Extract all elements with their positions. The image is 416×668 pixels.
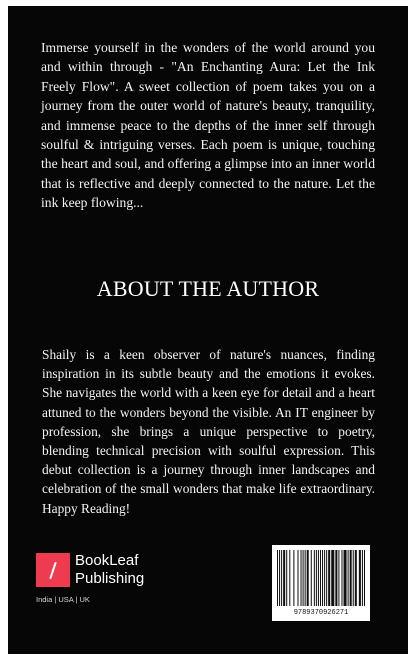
- barcode-bar: [324, 550, 325, 606]
- barcode-icon: [277, 550, 365, 606]
- barcode-bar: [322, 550, 323, 606]
- book-blurb: Immerse yourself in the wonders of the world around you and within through - "An Enchanting Aura: Let the Ink Freely Flow". A sweet collection of poem takes you on a journey from the outer world of nature's beauty, tranquility, and immense peace to the depths of the inner self through soulful & intriguing verses. Each poem is unique, touching the heart and soul, and offering a glimpse into an inner world that is reflective and deeply connected to the nature. Let the ink keep flowing...: [41, 40, 375, 211]
- barcode-bar: [355, 550, 357, 606]
- publisher-name-line2: Publishing: [75, 570, 145, 587]
- barcode-bar: [344, 550, 347, 606]
- back-cover: [8, 6, 408, 654]
- publisher-name: [75, 552, 144, 588]
- isbn-number: 9789370926271: [293, 609, 349, 617]
- barcode-bar: [341, 550, 342, 606]
- barcode-bar: [293, 550, 294, 606]
- barcode-bar: [286, 550, 287, 606]
- barcode-bar: [283, 550, 285, 606]
- barcode-bar: [314, 550, 315, 606]
- barcode-bar: [328, 550, 330, 606]
- barcode-bar: [303, 550, 304, 606]
- barcode-bar: [331, 550, 334, 606]
- barcode-bar: [326, 550, 327, 606]
- barcode-bar: [277, 550, 278, 606]
- slash-logo-icon: [36, 553, 70, 587]
- barcode-bar: [335, 550, 337, 606]
- barcode-bar: [320, 550, 321, 606]
- barcode-bar: [281, 550, 282, 606]
- barcode-box: [272, 545, 370, 621]
- barcode-bar: [338, 550, 339, 606]
- barcode-bar: [348, 550, 349, 606]
- publisher-name-line1: BookLeaf: [75, 552, 139, 569]
- about-author-heading: ABOUT THE AUTHOR: [96, 276, 320, 301]
- barcode-bar: [318, 550, 319, 606]
- barcode-bar: [289, 550, 290, 606]
- barcode-bar: [364, 550, 365, 606]
- barcode-bar: [301, 550, 302, 606]
- barcode-bar: [316, 550, 317, 606]
- publisher-block: [36, 553, 176, 613]
- barcode-bar: [279, 550, 280, 606]
- barcode-bar: [297, 550, 298, 606]
- barcode-bar: [353, 550, 354, 606]
- barcode-bar: [350, 550, 352, 606]
- barcode-bar: [362, 550, 363, 606]
- publisher-regions: India | USA | UK: [36, 595, 90, 604]
- author-bio: Shaily is a keen observer of nature's nuances, finding inspiration in its subtle beauty and the emotions it evokes. She navigates the world with a keen eye for detail and a heart attuned to the wonders beyond the visible. An IT engineer by profession, she brings a unique perspective to poetry, blending technical precision with soulful expression. This debut collection is a journey through inner landscapes and celebration of the small wonders that make life extraordinary. Happy Reading!: [42, 347, 375, 516]
- barcode-bar: [305, 550, 306, 606]
- barcode-bar: [311, 550, 312, 606]
- barcode-bar: [307, 550, 309, 606]
- barcode-bar: [359, 550, 361, 606]
